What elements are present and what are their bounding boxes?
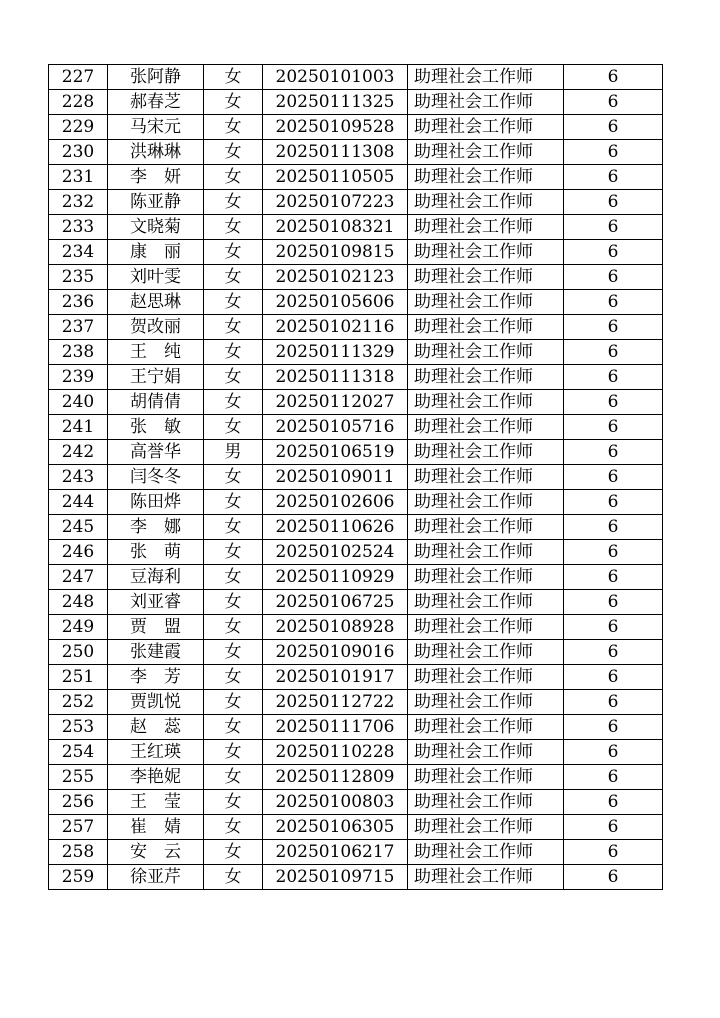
name-cell: 李 芳	[108, 665, 204, 690]
qualification-cell: 助理社会工作师	[408, 840, 564, 865]
table-row	[49, 415, 663, 440]
qualification-cell: 助理社会工作师	[408, 290, 564, 315]
name-cell: 赵 蕊	[108, 715, 204, 740]
score-cell: 6	[564, 215, 663, 240]
qualification-cell: 助理社会工作师	[408, 590, 564, 615]
name-cell: 陈亚静	[108, 190, 204, 215]
sex-cell: 女	[204, 690, 263, 715]
name-cell: 王红瑛	[108, 740, 204, 765]
table-row	[49, 840, 663, 865]
name-cell: 王 纯	[108, 340, 204, 365]
qualification-cell: 助理社会工作师	[408, 540, 564, 565]
name-cell: 贺改丽	[108, 315, 204, 340]
sex-cell: 女	[204, 415, 263, 440]
row-number-cell: 228	[49, 90, 108, 115]
name-cell: 李艳妮	[108, 765, 204, 790]
table-row	[49, 115, 663, 140]
table-row	[49, 490, 663, 515]
sex-cell: 女	[204, 215, 263, 240]
row-number-cell: 234	[49, 240, 108, 265]
table-row	[49, 365, 663, 390]
row-number-cell: 229	[49, 115, 108, 140]
exam-id-cell: 20250106725	[263, 590, 408, 615]
exam-id-cell: 20250105716	[263, 415, 408, 440]
exam-id-cell: 20250111706	[263, 715, 408, 740]
sex-cell: 女	[204, 365, 263, 390]
name-cell: 刘叶雯	[108, 265, 204, 290]
score-cell: 6	[564, 465, 663, 490]
exam-id-cell: 20250106217	[263, 840, 408, 865]
score-cell: 6	[564, 840, 663, 865]
name-cell: 文晓菊	[108, 215, 204, 240]
sex-cell: 女	[204, 490, 263, 515]
roster-table-body	[49, 65, 663, 890]
exam-id-cell: 20250108928	[263, 615, 408, 640]
qualification-cell: 助理社会工作师	[408, 640, 564, 665]
score-cell: 6	[564, 265, 663, 290]
row-number-cell: 252	[49, 690, 108, 715]
row-number-cell: 253	[49, 715, 108, 740]
score-cell: 6	[564, 765, 663, 790]
sex-cell: 女	[204, 640, 263, 665]
table-row	[49, 790, 663, 815]
exam-id-cell: 20250106519	[263, 440, 408, 465]
table-row	[49, 565, 663, 590]
sex-cell: 女	[204, 790, 263, 815]
name-cell: 康 丽	[108, 240, 204, 265]
sex-cell: 女	[204, 140, 263, 165]
qualification-cell: 助理社会工作师	[408, 65, 564, 90]
exam-id-cell: 20250109815	[263, 240, 408, 265]
table-row	[49, 765, 663, 790]
qualification-cell: 助理社会工作师	[408, 515, 564, 540]
table-row	[49, 615, 663, 640]
row-number-cell: 243	[49, 465, 108, 490]
qualification-cell: 助理社会工作师	[408, 740, 564, 765]
table-row	[49, 340, 663, 365]
exam-id-cell: 20250102524	[263, 540, 408, 565]
qualification-cell: 助理社会工作师	[408, 765, 564, 790]
qualification-cell: 助理社会工作师	[408, 140, 564, 165]
table-row	[49, 140, 663, 165]
qualification-cell: 助理社会工作师	[408, 565, 564, 590]
name-cell: 马宋元	[108, 115, 204, 140]
qualification-cell: 助理社会工作师	[408, 815, 564, 840]
row-number-cell: 239	[49, 365, 108, 390]
name-cell: 胡倩倩	[108, 390, 204, 415]
name-cell: 贾凯悦	[108, 690, 204, 715]
qualification-cell: 助理社会工作师	[408, 715, 564, 740]
score-cell: 6	[564, 165, 663, 190]
exam-id-cell: 20250102606	[263, 490, 408, 515]
row-number-cell: 251	[49, 665, 108, 690]
row-number-cell: 250	[49, 640, 108, 665]
score-cell: 6	[564, 315, 663, 340]
qualification-cell: 助理社会工作师	[408, 240, 564, 265]
sex-cell: 女	[204, 565, 263, 590]
table-row	[49, 540, 663, 565]
table-row	[49, 465, 663, 490]
sex-cell: 女	[204, 865, 263, 890]
qualification-cell: 助理社会工作师	[408, 115, 564, 140]
table-row	[49, 865, 663, 890]
row-number-cell: 237	[49, 315, 108, 340]
row-number-cell: 231	[49, 165, 108, 190]
sex-cell: 女	[204, 390, 263, 415]
row-number-cell: 246	[49, 540, 108, 565]
sex-cell: 女	[204, 715, 263, 740]
qualification-cell: 助理社会工作师	[408, 365, 564, 390]
table-row	[49, 740, 663, 765]
table-row	[49, 690, 663, 715]
exam-id-cell: 20250101917	[263, 665, 408, 690]
score-cell: 6	[564, 440, 663, 465]
row-number-cell: 232	[49, 190, 108, 215]
sex-cell: 女	[204, 590, 263, 615]
qualification-cell: 助理社会工作师	[408, 615, 564, 640]
score-cell: 6	[564, 590, 663, 615]
sex-cell: 女	[204, 815, 263, 840]
score-cell: 6	[564, 815, 663, 840]
score-cell: 6	[564, 540, 663, 565]
table-row	[49, 190, 663, 215]
score-cell: 6	[564, 565, 663, 590]
qualification-cell: 助理社会工作师	[408, 315, 564, 340]
name-cell: 张 敏	[108, 415, 204, 440]
score-cell: 6	[564, 790, 663, 815]
score-cell: 6	[564, 515, 663, 540]
sex-cell: 女	[204, 740, 263, 765]
row-number-cell: 254	[49, 740, 108, 765]
roster-table	[48, 64, 663, 890]
table-row	[49, 590, 663, 615]
sex-cell: 女	[204, 165, 263, 190]
exam-id-cell: 20250109016	[263, 640, 408, 665]
name-cell: 豆海利	[108, 565, 204, 590]
score-cell: 6	[564, 415, 663, 440]
row-number-cell: 247	[49, 565, 108, 590]
sex-cell: 女	[204, 840, 263, 865]
score-cell: 6	[564, 490, 663, 515]
table-row	[49, 65, 663, 90]
exam-id-cell: 20250102123	[263, 265, 408, 290]
name-cell: 崔 婧	[108, 815, 204, 840]
name-cell: 王宁娟	[108, 365, 204, 390]
sex-cell: 女	[204, 265, 263, 290]
score-cell: 6	[564, 390, 663, 415]
row-number-cell: 242	[49, 440, 108, 465]
exam-id-cell: 20250110626	[263, 515, 408, 540]
exam-id-cell: 20250112722	[263, 690, 408, 715]
exam-id-cell: 20250109528	[263, 115, 408, 140]
exam-id-cell: 20250110505	[263, 165, 408, 190]
exam-id-cell: 20250111318	[263, 365, 408, 390]
exam-id-cell: 20250102116	[263, 315, 408, 340]
sex-cell: 女	[204, 290, 263, 315]
score-cell: 6	[564, 190, 663, 215]
name-cell: 赵思琳	[108, 290, 204, 315]
name-cell: 高誉华	[108, 440, 204, 465]
table-row	[49, 640, 663, 665]
qualification-cell: 助理社会工作师	[408, 440, 564, 465]
table-row	[49, 240, 663, 265]
qualification-cell: 助理社会工作师	[408, 190, 564, 215]
sex-cell: 女	[204, 240, 263, 265]
row-number-cell: 259	[49, 865, 108, 890]
table-row	[49, 165, 663, 190]
name-cell: 安 云	[108, 840, 204, 865]
name-cell: 徐亚芹	[108, 865, 204, 890]
qualification-cell: 助理社会工作师	[408, 690, 564, 715]
row-number-cell: 245	[49, 515, 108, 540]
row-number-cell: 241	[49, 415, 108, 440]
row-number-cell: 230	[49, 140, 108, 165]
score-cell: 6	[564, 140, 663, 165]
table-row	[49, 215, 663, 240]
sex-cell: 女	[204, 515, 263, 540]
name-cell: 张阿静	[108, 65, 204, 90]
sex-cell: 女	[204, 115, 263, 140]
table-row	[49, 715, 663, 740]
table-row	[49, 515, 663, 540]
sex-cell: 女	[204, 190, 263, 215]
score-cell: 6	[564, 715, 663, 740]
score-cell: 6	[564, 240, 663, 265]
table-row	[49, 440, 663, 465]
score-cell: 6	[564, 615, 663, 640]
exam-id-cell: 20250109715	[263, 865, 408, 890]
score-cell: 6	[564, 340, 663, 365]
name-cell: 贾 盟	[108, 615, 204, 640]
name-cell: 李 娜	[108, 515, 204, 540]
exam-id-cell: 20250101003	[263, 65, 408, 90]
row-number-cell: 258	[49, 840, 108, 865]
sex-cell: 女	[204, 90, 263, 115]
score-cell: 6	[564, 115, 663, 140]
exam-id-cell: 20250105606	[263, 290, 408, 315]
qualification-cell: 助理社会工作师	[408, 265, 564, 290]
exam-id-cell: 20250107223	[263, 190, 408, 215]
name-cell: 李 妍	[108, 165, 204, 190]
qualification-cell: 助理社会工作师	[408, 165, 564, 190]
sex-cell: 男	[204, 440, 263, 465]
sex-cell: 女	[204, 465, 263, 490]
qualification-cell: 助理社会工作师	[408, 490, 564, 515]
qualification-cell: 助理社会工作师	[408, 390, 564, 415]
name-cell: 闫冬冬	[108, 465, 204, 490]
score-cell: 6	[564, 365, 663, 390]
exam-id-cell: 20250111325	[263, 90, 408, 115]
exam-id-cell: 20250106305	[263, 815, 408, 840]
row-number-cell: 244	[49, 490, 108, 515]
qualification-cell: 助理社会工作师	[408, 665, 564, 690]
row-number-cell: 248	[49, 590, 108, 615]
row-number-cell: 236	[49, 290, 108, 315]
row-number-cell: 249	[49, 615, 108, 640]
score-cell: 6	[564, 290, 663, 315]
name-cell: 洪琳琳	[108, 140, 204, 165]
row-number-cell: 233	[49, 215, 108, 240]
row-number-cell: 235	[49, 265, 108, 290]
score-cell: 6	[564, 690, 663, 715]
exam-id-cell: 20250112027	[263, 390, 408, 415]
exam-id-cell: 20250112809	[263, 765, 408, 790]
sex-cell: 女	[204, 315, 263, 340]
sex-cell: 女	[204, 765, 263, 790]
name-cell: 郝春芝	[108, 90, 204, 115]
score-cell: 6	[564, 90, 663, 115]
name-cell: 刘亚睿	[108, 590, 204, 615]
name-cell: 张 萌	[108, 540, 204, 565]
sex-cell: 女	[204, 665, 263, 690]
table-row	[49, 265, 663, 290]
table-row	[49, 90, 663, 115]
table-row	[49, 315, 663, 340]
exam-id-cell: 20250110228	[263, 740, 408, 765]
table-row	[49, 815, 663, 840]
exam-id-cell: 20250100803	[263, 790, 408, 815]
score-cell: 6	[564, 65, 663, 90]
qualification-cell: 助理社会工作师	[408, 90, 564, 115]
row-number-cell: 257	[49, 815, 108, 840]
qualification-cell: 助理社会工作师	[408, 415, 564, 440]
sex-cell: 女	[204, 540, 263, 565]
qualification-cell: 助理社会工作师	[408, 465, 564, 490]
qualification-cell: 助理社会工作师	[408, 790, 564, 815]
exam-id-cell: 20250108321	[263, 215, 408, 240]
name-cell: 张建霞	[108, 640, 204, 665]
table-row	[49, 665, 663, 690]
score-cell: 6	[564, 865, 663, 890]
name-cell: 陈田烨	[108, 490, 204, 515]
score-cell: 6	[564, 665, 663, 690]
table-row	[49, 290, 663, 315]
row-number-cell: 240	[49, 390, 108, 415]
row-number-cell: 238	[49, 340, 108, 365]
sex-cell: 女	[204, 340, 263, 365]
exam-id-cell: 20250109011	[263, 465, 408, 490]
row-number-cell: 227	[49, 65, 108, 90]
score-cell: 6	[564, 740, 663, 765]
score-cell: 6	[564, 640, 663, 665]
table-row	[49, 390, 663, 415]
exam-id-cell: 20250110929	[263, 565, 408, 590]
row-number-cell: 256	[49, 790, 108, 815]
sex-cell: 女	[204, 615, 263, 640]
name-cell: 王 莹	[108, 790, 204, 815]
exam-id-cell: 20250111329	[263, 340, 408, 365]
exam-id-cell: 20250111308	[263, 140, 408, 165]
sex-cell: 女	[204, 65, 263, 90]
qualification-cell: 助理社会工作师	[408, 215, 564, 240]
qualification-cell: 助理社会工作师	[408, 865, 564, 890]
qualification-cell: 助理社会工作师	[408, 340, 564, 365]
row-number-cell: 255	[49, 765, 108, 790]
